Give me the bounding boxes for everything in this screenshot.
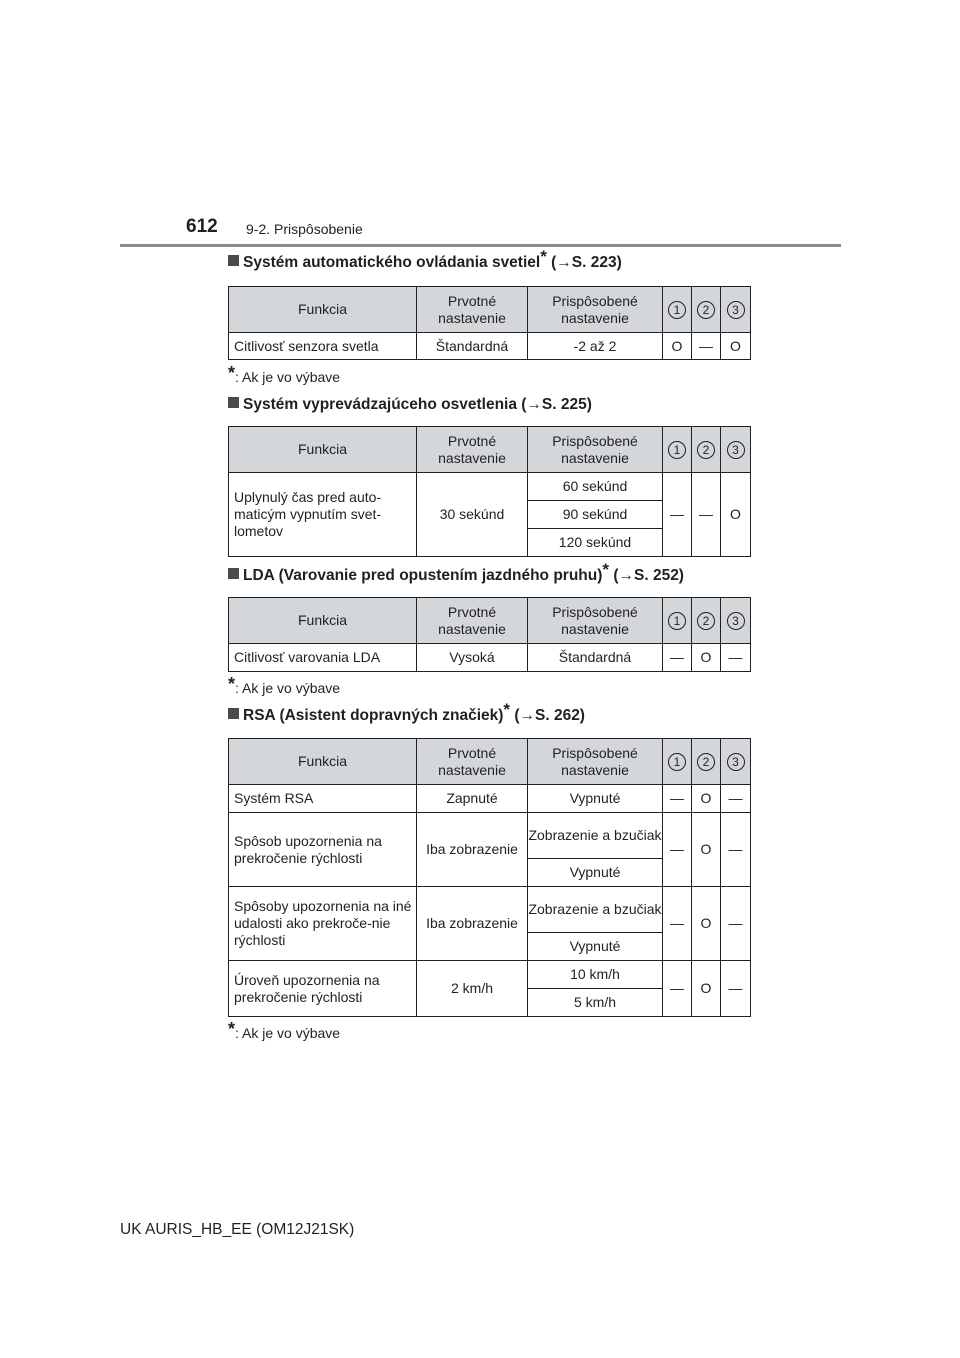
- table-cell: —: [663, 813, 692, 887]
- table-cell: —: [692, 473, 721, 557]
- table-header-row: [229, 287, 751, 333]
- column-header: Prvotné nastavenie: [417, 427, 528, 473]
- table-cell: Iba zobrazenie: [417, 813, 528, 887]
- column-header: [721, 598, 751, 644]
- table-row: [229, 813, 751, 859]
- column-header: Prispôsobené nastavenie: [528, 287, 663, 333]
- column-header: [663, 287, 692, 333]
- table-cell: O: [692, 644, 721, 672]
- column-header: Prvotné nastavenie: [417, 598, 528, 644]
- circled-number-icon: 1: [668, 753, 686, 771]
- table-cell: Vypnuté: [528, 859, 663, 887]
- table-cell: —: [721, 813, 751, 887]
- table-cell: Úroveň upozornenia na prekročenie rýchlosti: [229, 961, 417, 1017]
- table-header-row: [229, 427, 751, 473]
- table-row: [229, 887, 751, 933]
- table-cell: —: [663, 887, 692, 961]
- circled-number-icon: 2: [697, 301, 715, 319]
- table-row: [229, 333, 751, 360]
- section-title: LDA (Varovanie pred opustením jazdného pruhu)* (→S. 252): [228, 567, 684, 585]
- table-cell: —: [721, 644, 751, 672]
- circled-number-icon: 3: [727, 753, 745, 771]
- settings-table: [228, 597, 751, 672]
- table-cell: 2 km/h: [417, 961, 528, 1017]
- table-cell: 5 km/h: [528, 989, 663, 1017]
- table-cell: Zapnuté: [417, 785, 528, 813]
- table-cell: O: [692, 887, 721, 961]
- table-cell: —: [663, 644, 692, 672]
- column-header: [692, 598, 721, 644]
- column-header: Funkcia: [229, 427, 417, 473]
- footnote: *: Ak je vo výbave: [228, 674, 341, 696]
- table-header-row: [229, 598, 751, 644]
- column-header: Prispôsobené nastavenie: [528, 598, 663, 644]
- circled-number-icon: 3: [727, 301, 745, 319]
- footnote: *: Ak je vo výbave: [228, 363, 341, 385]
- table-cell: Iba zobrazenie: [417, 887, 528, 961]
- table-cell: Systém RSA: [229, 785, 417, 813]
- square-bullet-icon: [228, 708, 239, 719]
- table-cell: —: [663, 473, 692, 557]
- circled-number-icon: 1: [668, 612, 686, 630]
- table-cell: 10 km/h: [528, 961, 663, 989]
- column-header: Funkcia: [229, 598, 417, 644]
- footnote: *: Ak je vo výbave: [228, 1019, 341, 1041]
- column-header: [692, 427, 721, 473]
- table-cell: 60 sekúnd: [528, 473, 663, 501]
- table-cell: —: [663, 785, 692, 813]
- table-cell: —: [721, 785, 751, 813]
- table-cell: O: [721, 333, 751, 360]
- table-cell: Zobrazenie a bzučiak: [528, 887, 663, 933]
- table-cell: Vysoká: [417, 644, 528, 672]
- table-cell: O: [663, 333, 692, 360]
- column-header: [721, 287, 751, 333]
- table-cell: 30 sekúnd: [417, 473, 528, 557]
- settings-table: [228, 286, 751, 360]
- square-bullet-icon: [228, 255, 239, 266]
- table-cell: Vypnuté: [528, 785, 663, 813]
- circled-number-icon: 3: [727, 441, 745, 459]
- settings-table: [228, 738, 751, 1017]
- header-rule: [120, 244, 841, 247]
- table-cell: Vypnuté: [528, 933, 663, 961]
- table-row: [229, 473, 751, 501]
- table-cell: Uplynulý čas pred auto-maticým vypnutím svet-lometov: [229, 473, 417, 557]
- section-title: Systém automatického ovládania svetiel* (→S. 223): [228, 254, 622, 272]
- square-bullet-icon: [228, 397, 239, 408]
- table-header-row: [229, 739, 751, 785]
- circled-number-icon: 1: [668, 441, 686, 459]
- circled-number-icon: 3: [727, 612, 745, 630]
- table-cell: Spôsoby upozornenia na iné udalosti ako prekroče-nie rýchlosti: [229, 887, 417, 961]
- chapter-title: 9-2. Prispôsobenie: [246, 221, 363, 237]
- column-header: [663, 598, 692, 644]
- column-header: [663, 739, 692, 785]
- square-bullet-icon: [228, 568, 239, 579]
- table-row: [229, 785, 751, 813]
- column-header: Prvotné nastavenie: [417, 287, 528, 333]
- table-cell: Citlivosť varovania LDA: [229, 644, 417, 672]
- table-cell: Spôsob upozornenia na prekročenie rýchlosti: [229, 813, 417, 887]
- circled-number-icon: 1: [668, 301, 686, 319]
- column-header: [692, 739, 721, 785]
- column-header: Funkcia: [229, 739, 417, 785]
- column-header: Prispôsobené nastavenie: [528, 739, 663, 785]
- table-cell: Zobrazenie a bzučiak: [528, 813, 663, 859]
- table-cell: O: [692, 813, 721, 887]
- settings-table: [228, 426, 751, 557]
- table-row: [229, 644, 751, 672]
- table-cell: Štandardná: [528, 644, 663, 672]
- table-cell: O: [721, 473, 751, 557]
- table-cell: —: [721, 887, 751, 961]
- table-cell: —: [721, 961, 751, 1017]
- table-cell: Štandardná: [417, 333, 528, 360]
- section-title: RSA (Asistent dopravných značiek)* (→S. 262): [228, 707, 585, 725]
- table-cell: O: [692, 961, 721, 1017]
- circled-number-icon: 2: [697, 753, 715, 771]
- circled-number-icon: 2: [697, 612, 715, 630]
- table-cell: —: [692, 333, 721, 360]
- column-header: Funkcia: [229, 287, 417, 333]
- column-header: [721, 427, 751, 473]
- column-header: [663, 427, 692, 473]
- column-header: [692, 287, 721, 333]
- table-cell: 90 sekúnd: [528, 501, 663, 529]
- table-cell: Citlivosť senzora svetla: [229, 333, 417, 360]
- column-header: Prispôsobené nastavenie: [528, 427, 663, 473]
- page-number: 612: [186, 216, 218, 237]
- circled-number-icon: 2: [697, 441, 715, 459]
- table-cell: 120 sekúnd: [528, 529, 663, 557]
- column-header: Prvotné nastavenie: [417, 739, 528, 785]
- table-cell: -2 až 2: [528, 333, 663, 360]
- section-title: Systém vyprevádzajúceho osvetlenia (→S. 225): [228, 396, 592, 414]
- document-footer: UK AURIS_HB_EE (OM12J21SK): [120, 1221, 355, 1238]
- table-cell: O: [692, 785, 721, 813]
- table-cell: —: [663, 961, 692, 1017]
- column-header: [721, 739, 751, 785]
- table-row: [229, 961, 751, 989]
